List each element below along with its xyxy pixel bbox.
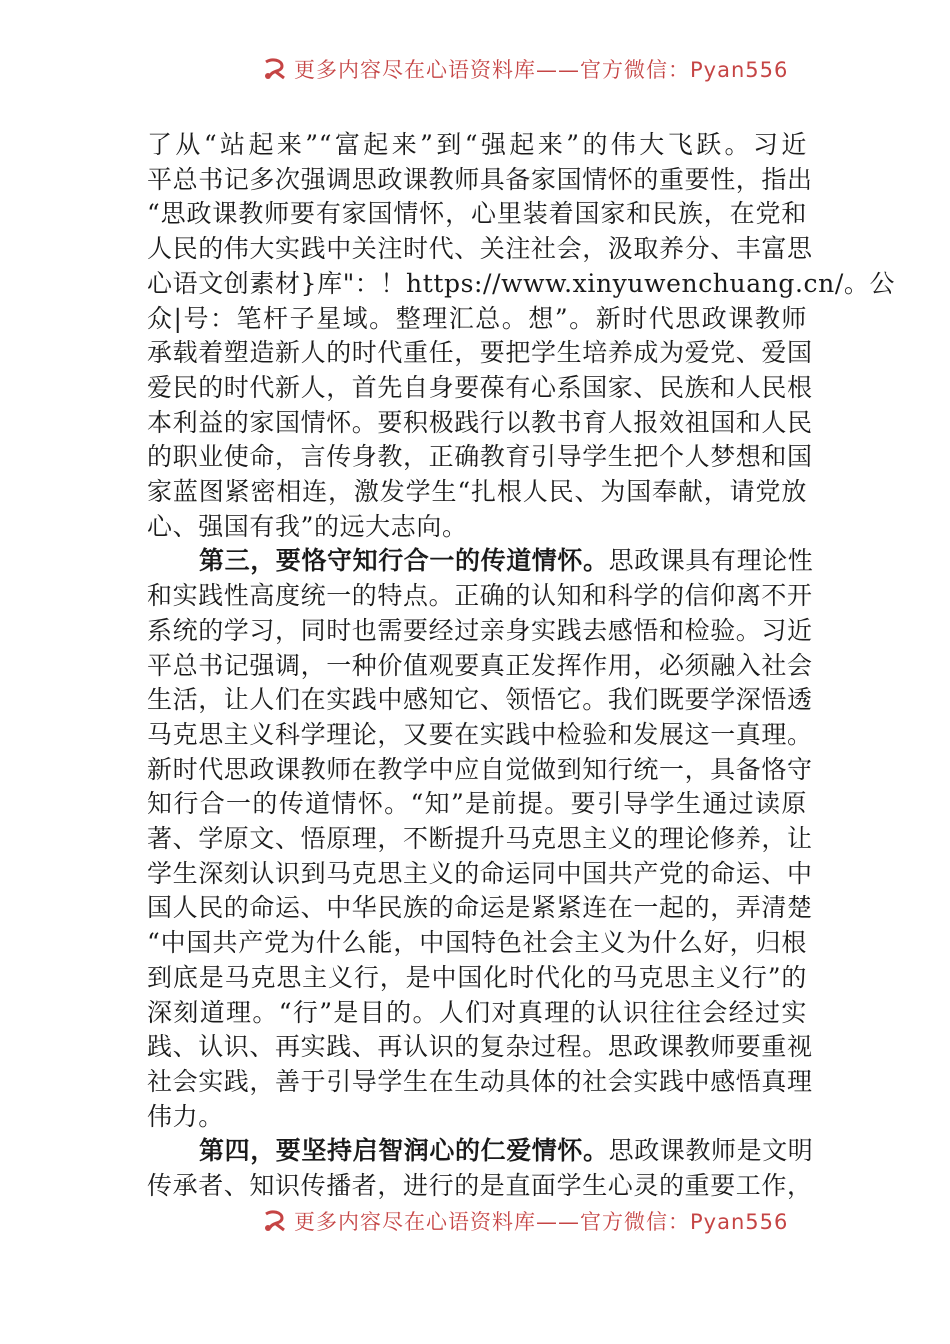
text-line: 传承者、知识传播者，进行的是直面学生心灵的重要工作， (147, 1171, 813, 1201)
text-line: 伟力。 (147, 1101, 224, 1131)
text-line: 众|号：笔杆子星域。整理汇总。想”。新时代思政课教师 (147, 303, 807, 333)
paragraph-lead: 第四，要坚持启智润心的仁爱情怀。 (199, 1136, 609, 1166)
text-line: 践、认识、再实践、再认识的复杂过程。思政课教师要重视 (147, 1032, 813, 1062)
paragraph-2 (147, 544, 814, 1134)
text-line: 了从“站起来”“富起来”到“强起来”的伟大飞跃。习近 (147, 130, 807, 159)
text-line: 第四，要坚持启智润心的仁爱情怀。思政课教师是文明 (199, 1136, 814, 1166)
text-line: 社会实践，善于引导学生在生动具体的社会实践中感悟真理 (147, 1066, 813, 1096)
text-line: 心、强国有我”的远大志向。 (147, 511, 468, 541)
text-line: 和实践性高度统一的特点。正确的认知和科学的信仰离不开 (147, 581, 813, 611)
text-line: 平总书记强调，一种价值观要真正发挥作用，必须融入社会 (147, 650, 813, 680)
text-line: 平总书记多次强调思政课教师具备家国情怀的重要性，指出 (147, 164, 813, 194)
paragraph-3 (147, 1134, 814, 1203)
text-line: “思政课教师要有家国情怀，心里装着国家和民族，在党和 (147, 199, 807, 229)
text-line: 国人民的命运、中华民族的命运是紧紧连在一起的，弄清楚 (147, 893, 813, 923)
paragraph-lead: 第三，要恪守知行合一的传道情怀。 (199, 546, 609, 576)
text-line: 的职业使命，言传身教，正确教育引导学生把个人梦想和国 (147, 442, 813, 472)
text-line: 第三，要恪守知行合一的传道情怀。思政课具有理论性 (199, 546, 814, 576)
text-line: 新时代思政课教师在教学中应自觉做到知行统一，具备恪守 (147, 754, 813, 784)
text-line: 著、学原文、悟原理，不断提升马克思主义的理论修养，让 (147, 824, 813, 854)
watermark-text: 更多内容尽在心语资料库——官方微信：Pyan556 (294, 58, 789, 82)
text-line: 到底是马克思主义行，是中国化时代化的马克思主义行”的 (147, 962, 807, 992)
paragraph-1 (147, 128, 896, 544)
text-line: 本利益的家国情怀。要积极践行以教书育人报效祖国和人民 (147, 407, 813, 437)
text-line: 家蓝图紧密相连，激发学生“扎根人民、为国奉献，请党放 (147, 477, 807, 507)
text-line: 心语文创素材}库"：！https://www.xinyuwenchuang.cn/。公 (147, 268, 896, 298)
text-line: 学生深刻认识到马克思主义的命运同中国共产党的命运、中 (147, 858, 813, 888)
text-line: 生活，让人们在实践中感知它、领悟它。我们既要学深悟透 (147, 685, 813, 715)
text-line: 爱民的时代新人，首先自身要葆有心系国家、民族和人民根 (147, 372, 813, 402)
watermark-header (0, 56, 950, 86)
text-line: 知行合一的传道情怀。“知”是前提。要引导学生通过读原 (147, 789, 807, 819)
text-line: 马克思主义科学理论，又要在实践中检验和发展这一真理。 (147, 719, 813, 749)
document-body (147, 128, 896, 1204)
text-line: 承载着塑造新人的时代重任，要把学生培养成为爱党、爱国 (147, 338, 813, 368)
logo-icon (262, 1208, 288, 1234)
text-line: 人民的伟大实践中关注时代、关注社会，汲取养分、丰富思 (147, 234, 813, 264)
text-line: 系统的学习，同时也需要经过亲身实践去感悟和检验。习近 (147, 615, 813, 645)
watermark-text: 更多内容尽在心语资料库——官方微信：Pyan556 (294, 1210, 789, 1234)
text-line: “中国共产党为什么能，中国特色社会主义为什么好，归根 (147, 928, 807, 958)
watermark-footer (0, 1208, 950, 1238)
text-line: 深刻道理。“行”是目的。人们对真理的认识往往会经过实 (147, 997, 807, 1027)
logo-icon (262, 56, 288, 82)
